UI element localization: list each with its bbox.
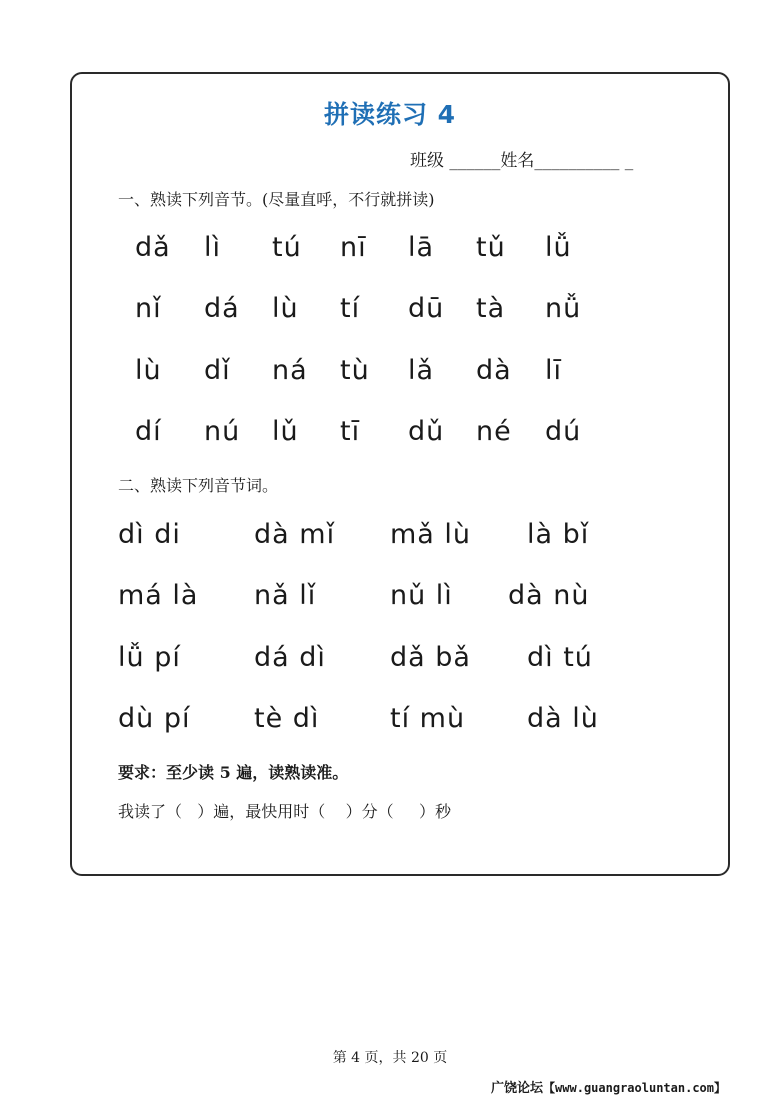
- pinyin-word: tí mù: [390, 703, 466, 734]
- pinyin-word: dà mǐ: [254, 519, 336, 550]
- syllable-row: [0, 416, 780, 456]
- site-watermark: [491, 1077, 726, 1096]
- pinyin-word: dà nù: [508, 580, 590, 611]
- syllable: lǎ: [408, 355, 435, 386]
- syllable: lù: [135, 355, 162, 386]
- pinyin-word: dá dì: [254, 642, 326, 673]
- syllable: dá: [204, 293, 240, 324]
- syllable: dú: [545, 416, 582, 447]
- syllable: né: [476, 416, 512, 447]
- syllable: tī: [340, 416, 361, 447]
- syllable: nǚ: [545, 293, 582, 324]
- pinyin-word: dì tú: [527, 642, 593, 673]
- syllable-row: [0, 293, 780, 333]
- pinyin-word: dì di: [118, 519, 181, 550]
- word-row: [0, 580, 780, 620]
- syllable: lì: [204, 232, 222, 263]
- syllable-row: [0, 232, 780, 272]
- syllable: tí: [340, 293, 361, 324]
- syllable: lā: [408, 232, 435, 263]
- section1-heading: 一、熟读下列音节。(尽量直呼，不行就拼读): [118, 190, 435, 209]
- pinyin-word: dǎ bǎ: [390, 642, 471, 673]
- syllable: nī: [340, 232, 367, 263]
- section2-heading: 二、熟读下列音节词。: [118, 476, 279, 495]
- word-row: [0, 703, 780, 743]
- syllable: lī: [545, 355, 563, 386]
- syllable: nǐ: [135, 293, 162, 324]
- pinyin-word: lǚ pí: [118, 642, 181, 673]
- syllable: dū: [408, 293, 445, 324]
- reading-record-line: 我读了（ ）遍，最快用时（ ）分（ ）秒: [118, 802, 452, 821]
- page-number: 第 4 页，共 20 页: [332, 1050, 448, 1066]
- pinyin-word: má là: [118, 580, 199, 611]
- syllable: lǔ: [272, 416, 299, 447]
- syllable: tà: [476, 293, 506, 324]
- syllable: tù: [340, 355, 370, 386]
- reading-requirement: 要求：至少读 5 遍，读熟读准。: [118, 763, 349, 782]
- syllable: dǔ: [408, 416, 445, 447]
- syllable: dí: [135, 416, 162, 447]
- pinyin-word: nǎ lǐ: [254, 580, 317, 611]
- syllable: dà: [476, 355, 512, 386]
- syllable: lù: [272, 293, 299, 324]
- syllable: dǎ: [135, 232, 171, 263]
- pinyin-word: mǎ lù: [390, 519, 472, 550]
- class-name-line: 班级 ______姓名__________ _: [410, 151, 634, 171]
- word-row: [0, 642, 780, 682]
- watermark-url: 【www.guangraoluntan.com】: [543, 1081, 726, 1095]
- pinyin-word: dà lù: [527, 703, 599, 734]
- syllable: tǔ: [476, 232, 506, 263]
- syllable: tú: [272, 232, 302, 263]
- pinyin-word: nǔ lì: [390, 580, 453, 611]
- syllable: dǐ: [204, 355, 231, 386]
- watermark-name: 广饶论坛: [491, 1081, 544, 1096]
- worksheet-title: 拼读练习 4: [323, 100, 457, 129]
- syllable: ná: [272, 355, 308, 386]
- pinyin-word: tè dì: [254, 703, 320, 734]
- word-row: [0, 519, 780, 559]
- syllable: nú: [204, 416, 241, 447]
- pinyin-word: dù pí: [118, 703, 191, 734]
- syllable-row: [0, 355, 780, 395]
- syllable: lǚ: [545, 232, 572, 263]
- pinyin-word: là bǐ: [527, 519, 590, 550]
